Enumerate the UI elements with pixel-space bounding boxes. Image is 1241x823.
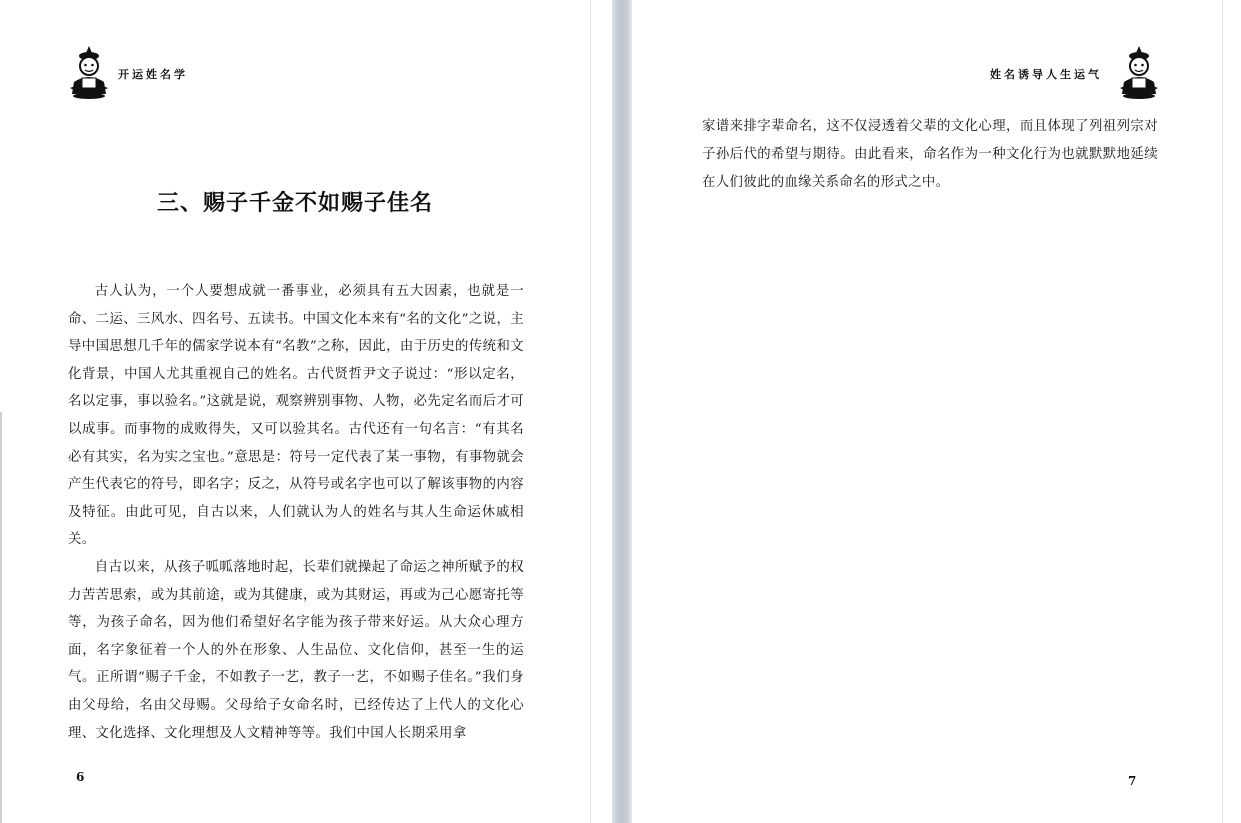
page-title: 三、赐子千金不如赐子佳名	[156, 191, 433, 216]
running-header-text: 开运姓名学	[118, 68, 188, 81]
mascot-icon	[1114, 44, 1164, 100]
running-header-text: 姓名诱导人生运气	[990, 68, 1102, 81]
left-running-header	[60, 44, 260, 100]
paragraph: 古人认为，一个人要想成就一番事业，必须具有五大因素，也就是一命、二运、三风水、四名号、五读书。中国文化本来有“名的文化”之说，主导中国思想几千年的儒家学说本有“名教”之称，因此，由于历史的传统和文化背景，中国人尤其重视自己的姓名。古代贤哲尹文子说过：“形以定名，名以定事，事以验名。”这就是说，观察辨别事物、人物，必先定名而后才可以成事。而事物的成败得失，又可以验其名。古代还有一句名言：“有其名必有其实，名为实之宝也。”意思是：符号一定代表了某一事物，有事物就会产生代表它的符号，即名字；反之，从符号或名字也可以了解该事物的内容及特征。由此可见，自古以来，人们就认为人的姓名与其人生命运休戚相关。	[68, 284, 524, 548]
paragraph: 自古以来，从孩子呱呱落地时起，长辈们就操起了命运之神所赋予的权力苦苦思索，或为其前途，或为其健康，或为其财运，再或为己心愿寄托等等，为孩子命名，因为他们希望好名字能为孩子带来好运。从大众心理方面，名字象征着一个人的外在形象、人生品位、文化信仰，甚至一生的运气。正所谓“赐子千金，不如教子一艺，教子一艺，不如赐子佳名。”我们身由父母给，名由父母赐。父母给子女命名时，已经传达了上代人的文化心理、文化选择、文化理想及人文精神等等。我们中国人长期采用拿	[68, 559, 524, 741]
page-edge-shadow	[0, 412, 2, 823]
left-body-text	[68, 278, 524, 747]
page-number: 7	[1128, 774, 1137, 788]
scan-edge-line	[1222, 0, 1223, 823]
page-gutter	[612, 0, 632, 823]
page-number: 6	[76, 770, 85, 784]
right-running-header	[990, 44, 1190, 100]
paragraph: 家谱来排字辈命名，这不仅浸透着父辈的文化心理，而且体现了列祖列宗对子孙后代的希望与期待。由此看来，命名作为一种文化行为也就默默地延续在人们彼此的血缘关系命名的形式之中。	[702, 119, 1158, 190]
right-body-text	[702, 113, 1158, 197]
mascot-icon	[64, 44, 114, 100]
scan-edge-line	[590, 0, 591, 823]
